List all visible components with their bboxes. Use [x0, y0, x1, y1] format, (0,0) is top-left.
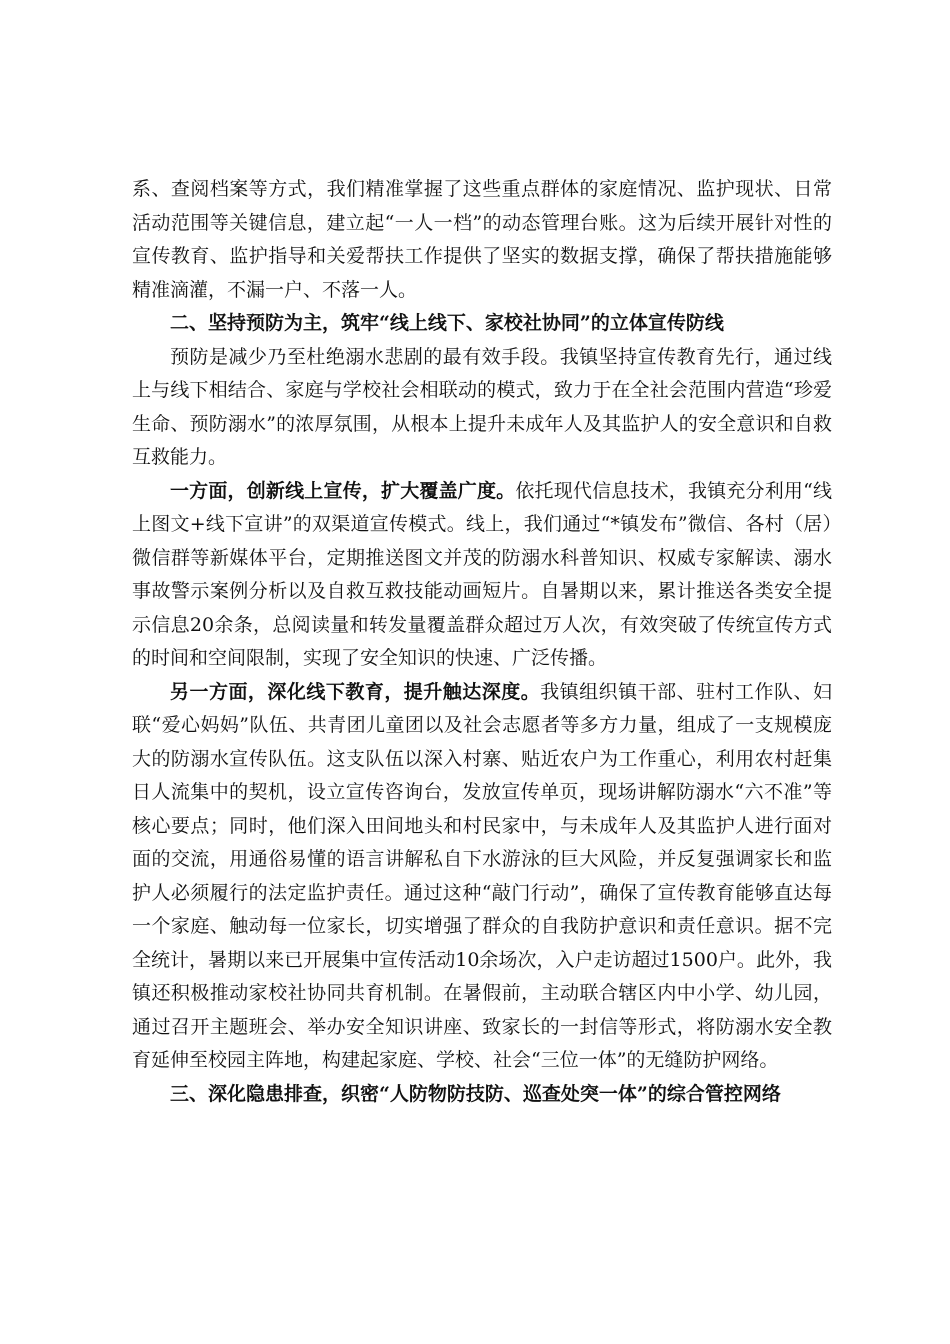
paragraph-body-online: 依托现代信息技术，我镇充分利用“线上图文+线下宣讲”的双渠道宣传模式。线上，我们通过“*镇发布”微信、各村（居）微信群等新媒体平台，定期推送图文并茂的防溺水科普知识、权威专家解读、溺水事故警示案例分析以及自救互救技能动画短片。自暑期以来，累计推送各类安全提示信息20余条，总阅读量和转发量覆盖群众超过万人次，有效突破了传统宣传方式的时间和空间限制，实现了安全知识的快速、广泛传播。 — [132, 479, 832, 669]
paragraph-online-publicity — [132, 475, 832, 676]
paragraph-lead-offline: 另一方面，深化线下教育，提升触达深度。 — [170, 680, 541, 703]
document-page — [132, 173, 832, 1111]
paragraph-offline-education — [132, 676, 832, 1078]
paragraph-continuation: 系、查阅档案等方式，我们精准掌握了这些重点群体的家庭情况、监护现状、日常活动范围等关键信息，建立起“一人一档”的动态管理台账。这为后续开展针对性的宣传教育、监护指导和关爱帮扶工作提供了坚实的数据支撑，确保了帮扶措施能够精准滴灌，不漏一户、不落一人。 — [132, 178, 832, 301]
paragraph-lead-online: 一方面，创新线上宣传，扩大覆盖广度。 — [170, 479, 516, 502]
section-heading-3: 三、深化隐患排查，织密“人防物防技防、巡查处突一体”的综合管控网络 — [170, 1082, 781, 1105]
paragraph-prevention: 预防是减少乃至杜绝溺水悲剧的最有效手段。我镇坚持宣传教育先行，通过线上与线下相结合、家庭与学校社会相联动的模式，致力于在全社会范围内营造“珍爱生命、预防溺水”的浓厚氛围，从根本上提升未成年人及其监护人的安全意识和自救互救能力。 — [132, 345, 832, 468]
paragraph-body-offline: 我镇组织镇干部、驻村工作队、妇联“爱心妈妈”队伍、共青团儿童团以及社会志愿者等多方力量，组成了一支规模庞大的防溺水宣传队伍。这支队伍以深入村寨、贴近农户为工作重心，利用农村赶集日人流集中的契机，设立宣传咨询台，发放宣传单页，现场讲解防溺水“六不准”等核心要点；同时，他们深入田间地头和村民家中，与未成年人及其监护人进行面对面的交流，用通俗易懂的语言讲解私自下水游泳的巨大风险，并反复强调家长和监护人必须履行的法定监护责任。通过这种“敲门行动”，确保了宣传教育能够直达每一个家庭、触动每一位家长，切实增强了群众的自我防护意识和责任意识。据不完全统计，暑期以来已开展集中宣传活动10余场次，入户走访超过1500户。此外，我镇还积极推动家校社协同共育机制。在暑假前，主动联合辖区内中小学、幼儿园，通过召开主题班会、举办安全知识讲座、致家长的一封信等形式，将防溺水安全教育延伸至校园主阵地，构建起家庭、学校、社会“三位一体”的无缝防护网络。 — [132, 680, 832, 1071]
section-heading-2: 二、坚持预防为主，筑牢“线上线下、家校社协同”的立体宣传防线 — [170, 312, 724, 334]
